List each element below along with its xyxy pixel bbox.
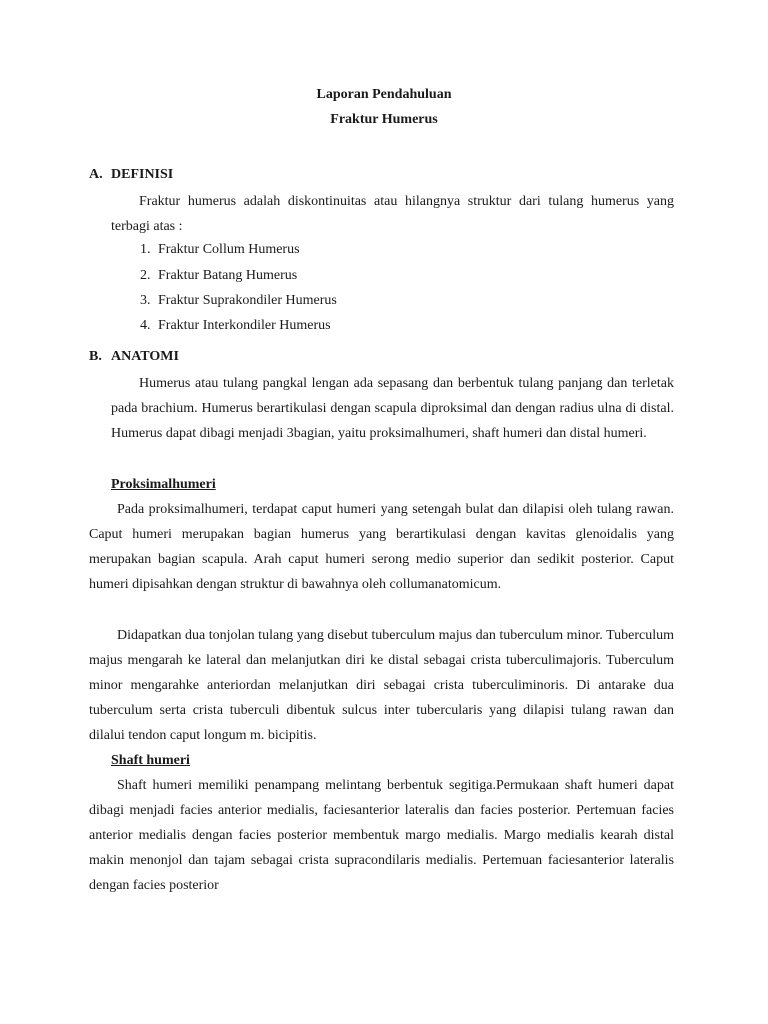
anatomi-paragraph: Humerus atau tulang pangkal lengan ada sepasang dan berbentuk tulang panjang dan terletak pada brachium. Humerus berartikulasi dengan scapula diproksimal dan dengan radius ulna di distal. Humerus dapat dibagi menjadi 3bagian, yaitu proksimalhumeri, shaft humeri dan distal humeri. (111, 376, 674, 441)
proksimal-paragraph-2: Didapatkan dua tonjolan tulang yang disebut tuberculum majus dan tuberculum minor. Tuberculum majus mengarah ke lateral dan melanjutkan diri ke distal sebagai crista tuberculimajoris. Tuberculum minor mengarahke anteriordan melanjutkan diri sebagai crista tuberculiminoris. Di antarake dua tuberculum serta crista tuberculi dibentuk sulcus inter tubercularis yang dilapisi tulang rawan dan dilalui tendon caput longum m. bicipitis. (89, 628, 674, 743)
list-item-number: 4. (140, 318, 151, 333)
document-title: Laporan Pendahuluan (316, 87, 452, 102)
shaft-paragraph: Shaft humeri memiliki penampang melintang berbentuk segitiga.Permukaan shaft humeri dapat dibagi menjadi facies anterior medialis, faciesanterior lateralis dan facies posterior. Pertemuan facies anterior medialis dengan facies posterior membentuk margo medialis. Margo medialis kearah distal makin menonjol dan tajam sebagai crista supracondilaris medialis. Pertemuan faciesanterior lateralis dengan facies posterior (89, 778, 674, 893)
list-item-text: Fraktur Suprakondiler Humerus (158, 293, 337, 308)
list-item-number: 2. (140, 268, 151, 283)
document-subtitle: Fraktur Humerus (330, 112, 438, 127)
list-item (140, 263, 297, 288)
section-b-letter: B. (89, 349, 102, 364)
proksimal-paragraph-1: Pada proksimalhumeri, terdapat caput humeri yang setengah bulat dan dilapisi oleh tulang rawan. Caput humeri merupakan bagian humerus yang berartikulasi dengan kavitas glenoidalis yang merupakan bagian scapula. Arah caput humeri serong medio superior dan sedikit posterior. Caput humeri dipisahkan dengan struktur di bawahnya oleh collumanatomicum. (89, 502, 674, 592)
list-item-text: Fraktur Interkondiler Humerus (158, 318, 331, 333)
list-item-number: 3. (140, 293, 151, 308)
shaft-subheading: Shaft humeri (111, 753, 190, 768)
section-b-title: ANATOMI (111, 349, 179, 364)
definisi-paragraph: Fraktur humerus adalah diskontinuitas atau hilangnya struktur dari tulang humerus yang terbagi atas : (111, 194, 674, 234)
section-a-heading (89, 167, 173, 183)
list-item (140, 237, 300, 262)
list-item (140, 288, 337, 313)
section-b-heading (89, 349, 179, 365)
list-item-text: Fraktur Batang Humerus (158, 268, 298, 283)
list-item-number: 1. (140, 242, 151, 257)
section-a-title: DEFINISI (111, 167, 174, 182)
list-item (140, 313, 331, 338)
proksimal-subheading: Proksimalhumeri (111, 477, 216, 492)
list-item-text: Fraktur Collum Humerus (158, 242, 300, 257)
section-a-letter: A. (89, 167, 103, 182)
